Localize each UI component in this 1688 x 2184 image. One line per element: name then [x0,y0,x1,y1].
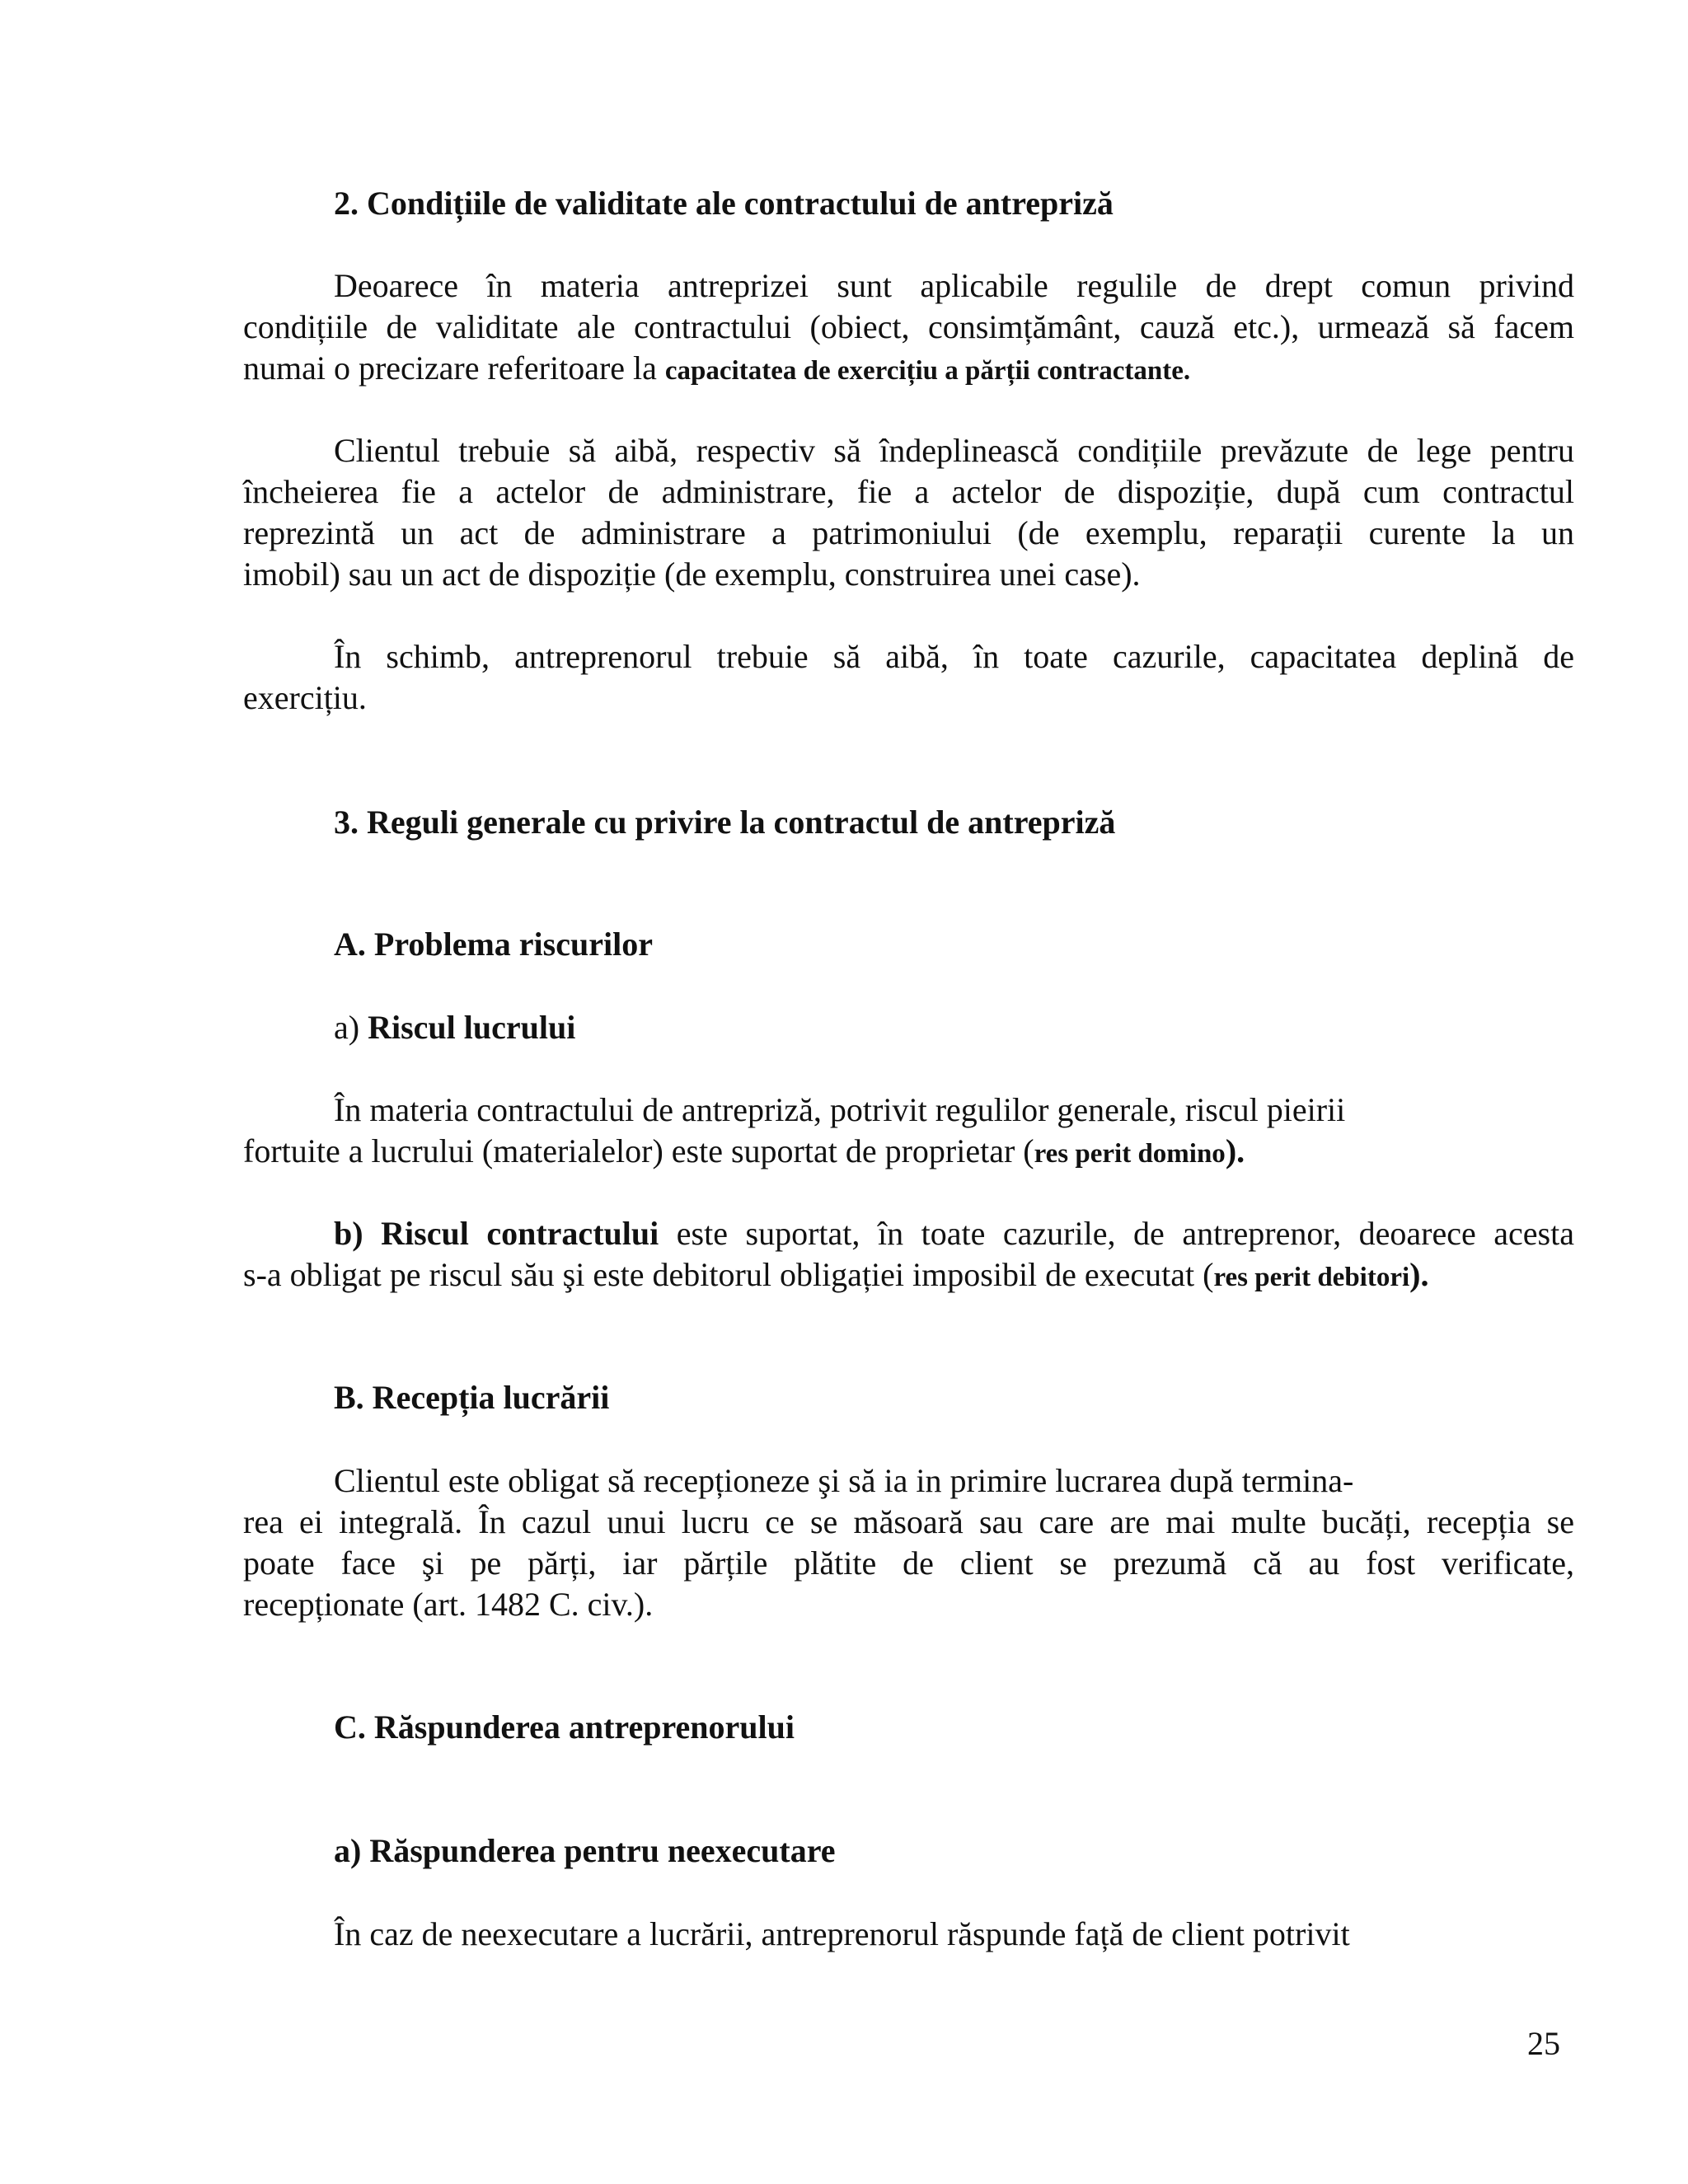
text-run: s-a obligat pe riscul său şi este debitorul obligației imposibil de executat ( [243,1256,1214,1293]
paragraph-non-performance [243,1914,1574,1955]
text-run: ). [1409,1256,1429,1293]
paragraph-client-capacity [243,430,1574,595]
latin-maxim: res perit debitori [1213,1263,1410,1292]
text-run: ). [1225,1132,1245,1169]
text-line: Clientul este obligat să recepționeze şi să ia in primire lucrarea după termina- [334,1462,1354,1499]
text-line: Deoarece în materia antreprizei sunt aplicabile regulile de drept comun privind [334,267,1574,304]
subsection-heading-liability: C. Răspunderea antreprenorului [334,1708,795,1746]
text-line [243,1254,1574,1298]
text-line: recepționate (art. 1482 C. civ.). [243,1586,654,1623]
paragraph-risk-of-thing [243,1090,1574,1174]
text-line: rea ei integrală. În cazul unui lucru ce se măsoară sau care are mai multe bucăți, recepția se [243,1503,1574,1540]
text-line [243,348,1574,391]
sub-heading-title: Riscul lucrului [368,1009,576,1046]
text-line: încheierea fie a actelor de administrare, fie a actelor de dispoziție, după cum contractul [243,473,1574,510]
emphasis-capacity: capacitatea de exercițiu a părții contractante. [664,356,1191,386]
text-line: În caz de neexecutare a lucrării, antreprenorul răspunde față de client potrivit [334,1915,1350,1952]
subsection-heading-reception: B. Recepția lucrării [334,1379,610,1416]
paragraph-contractor-capacity [243,636,1574,719]
text-line: exercițiu. [243,679,367,716]
text-line: reprezintă un act de administrare a patrimoniului (de exemplu, reparații curente la un [243,514,1574,551]
page-number: 25 [1527,2025,1560,2062]
text-line [243,1213,1574,1254]
paragraph-reception [243,1460,1574,1625]
list-marker: a) [334,1009,368,1046]
text-line: În schimb, antreprenorul trebuie să aibă, în toate cazurile, capacitatea deplină de [334,638,1574,675]
section-heading-general-rules: 3. Reguli generale cu privire la contractul de antrepriză [334,804,1116,841]
emphasis-contract-risk: b) Riscul contractului [334,1215,659,1252]
text-run: este suportat, în toate cazurile, de antreprenor, deoarece acesta [659,1215,1574,1252]
sub-heading-risk-of-thing [334,1007,575,1048]
text-run: numai o precizare referitoare la [243,349,665,387]
paragraph-validity [243,265,1574,391]
text-line: Clientul trebuie să aibă, respectiv să îndeplinească condițiile prevăzute de lege pentru [334,432,1574,469]
text-line: imobil) sau un act de dispoziție (de exemplu, construirea unei case). [243,555,1141,593]
text-run: fortuite a lucrului (materialelor) este suportat de proprietar ( [243,1132,1034,1169]
text-line [243,1131,1574,1174]
section-heading-conditions: 2. Condițiile de validitate ale contractului de antrepriză [334,185,1114,222]
sub-heading-non-performance: a) Răspunderea pentru neexecutare [334,1832,836,1869]
text-line: poate face şi pe părți, iar părțile plătite de client se prezumă că au fost verificate, [243,1544,1574,1582]
text-line: În materia contractului de antrepriză, potrivit regulilor generale, riscul pieirii [334,1091,1346,1128]
text-line: condițiile de validitate ale contractului (obiect, consimțământ, cauză etc.), urmează să facem [243,308,1574,345]
latin-maxim: res perit domino [1034,1139,1226,1169]
paragraph-contract-risk [243,1213,1574,1298]
subsection-heading-risks: A. Problema riscurilor [334,926,653,963]
